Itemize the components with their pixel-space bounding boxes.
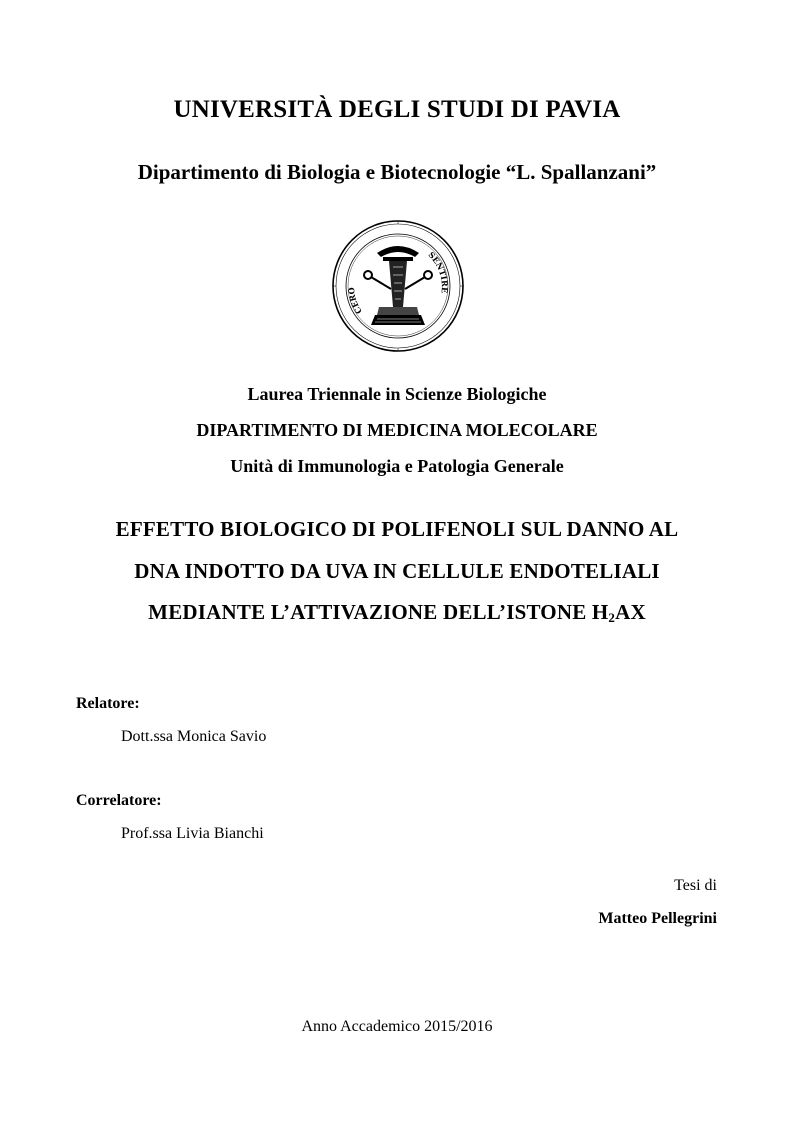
relatore-name: Dott.ssa Monica Savio xyxy=(121,728,267,745)
relatore-label: Relatore: xyxy=(76,695,140,712)
department-medicine: DIPARTIMENTO DI MEDICINA MOLECOLARE xyxy=(196,420,598,440)
correlatore-name: Prof.ssa Livia Bianchi xyxy=(121,825,264,842)
academic-year: Anno Accademico 2015/2016 xyxy=(301,1018,493,1035)
degree-program: Laurea Triennale in Scienze Biologiche xyxy=(247,384,547,404)
svg-text:CERO: CERO xyxy=(345,286,364,316)
subscript-two: 2 xyxy=(608,610,616,625)
author-name: Matteo Pellegrini xyxy=(598,910,717,927)
thesis-title-line-1: EFFETTO BIOLOGICO DI POLIFENOLI SUL DANNO AL xyxy=(115,517,679,541)
correlatore-label: Correlatore: xyxy=(76,792,162,809)
thesis-title-line-3 xyxy=(0,600,794,626)
department-name: Dipartimento di Biologia e Biotecnologie “L. Spallanzani” xyxy=(137,160,657,184)
unit-name: Unità di Immunologia e Patologia Generale xyxy=(230,456,564,476)
svg-text:SENTIRE: SENTIRE xyxy=(426,249,451,294)
thesis-title-line-2: DNA INDOTTO DA UVA IN CELLULE ENDOTELIALI xyxy=(134,559,660,583)
thesis-by-label: Tesi di xyxy=(674,877,717,894)
thesis-title-line-3-suffix: AX xyxy=(615,600,646,624)
thesis-title-line-3-prefix: MEDIANTE L’ATTIVAZIONE DELL’ISTONE H xyxy=(148,600,609,624)
university-seal-icon xyxy=(331,219,465,353)
university-name: UNIVERSITÀ DEGLI STUDI DI PAVIA xyxy=(173,96,621,123)
